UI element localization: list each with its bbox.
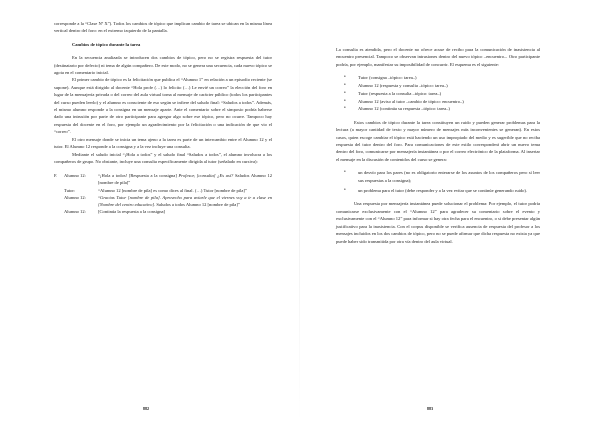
list-item: • un desvío para los pares (no es obligatorio enterarse de los asuntos de los compañeros pero sí leer sus respuestas a la consigna); (344, 170, 540, 183)
section-heading: Cambios de tópico durante la tarea (72, 41, 141, 47)
message-fragment: “Alumno 12 [nombre de pila] es como dices al final. (…) Tutor [nombre de pila]” (98, 187, 247, 193)
transcript-speaker: Tutor: (64, 187, 76, 193)
bullet-icon: • (344, 98, 346, 104)
bullet-icon: • (344, 170, 346, 176)
message-fragment: [Continúa la respuesta a la consigna] (98, 208, 166, 214)
message-fragment: . Saludos a todos Alumno 12 [nombre de pila]” (154, 201, 240, 207)
bullet-icon: • (344, 90, 346, 96)
message-fragment: “ (98, 194, 101, 200)
bullet-icon: • (344, 106, 346, 112)
transcript-message (98, 187, 272, 194)
list-item: • Tutor (consigna –tópico: tarea–) (344, 75, 417, 81)
list-item: • Alumno 12 (respuesta y consulta –tópico: tarea–) (344, 83, 448, 89)
message-fragment: “¡Hola a todos! [Respuesta a la consigna] (98, 173, 179, 179)
message-fragment: Saludos Alumno 12 [nombre de pila]” (98, 173, 273, 186)
transcript-speaker: Alumno 12: (64, 208, 86, 214)
transcript-row (54, 194, 272, 208)
message-fragment: Gracias Tutor [nombre de pila]. Aprovecho para aviarle que el viernes voy a ir a clase en [Nombre del centro educativo] (98, 194, 272, 207)
message-fragment: Profesor, [consulta] ¿Es así? (178, 173, 234, 179)
paragraph-2: El primer cambio de tópico es la felicitación que publica el “Alumno 1” en relación a un episodio reciente (se supone). Aunque está dirigido al docente “Hola profe (…) lo felicito (…) Le envié un correo” la elección del foro en lugar de la mensajería privada o del correo del aula virtual torna al mensaje de carácter público (todos los participantes del curso pueden leerlo) y el alumno es consciente de eso según se infiere del saludo final: “Saludos a todos”. Además, el mismo alumno responde a la consigna en un mensaje aparte. Ante el comentario sobre el simposio podría haberse dado una intrusión por parte de otro participante para agregar algo sobre ese tópico, pero no ocurre. Tampoco hay respuesta del docente en el foro, por ejemplo un agradecimiento por la felicitación o una indicación de que vio el “correo”. (54, 77, 272, 135)
intro-paragraph: corresponde a la “Clase Nº X”). Todos los cambios de tópico que implican cambio de tarea se ubican en la misma línea vertical dentro del foro: en el extremo izquierdo de la pantalla. (54, 21, 272, 34)
list-item: • Alumno 12 (continúa su respuesta –tópico: tarea–) (344, 106, 450, 112)
transcript-row (54, 187, 272, 194)
paragraph-3: El otro mensaje donde se inicia un tema ajeno a la tarea es parte de un intercambio entre el Alumno 12 y el tutor. El Alumno 12 responde a la consigna y a la vez incluye una consulta. (54, 136, 272, 150)
transcript-speaker: Alumno 12: (64, 173, 86, 179)
paragraph-5: La consulta es atendida, pero el docente no ofrece acuse de recibo para la comunicación de inasistencia al encuentro presencial. Tampoco se observan intrusiones dentro del nuevo tópico –encuentro–. Otro participante podría, por ejemplo, manifestar su imposibilidad de concurrir. El esquema es el siguiente: (336, 47, 540, 67)
transcript-message (98, 172, 272, 186)
right-page (300, 0, 600, 424)
page-number-right: 883 (426, 405, 434, 411)
transcript-mark: F. (54, 173, 58, 179)
list-item: • Tutor (respuesta a la consulta –tópico: tarea–) (344, 90, 442, 96)
paragraph-4: Mediante el saludo inicial “¡Hola a todos” y el saludo final “Saludos a todos”, el alumno involucra a los compañeros de grupo. No obstante, incluye una consulta específicamente dirigida al tutor (señalado en cursiva): (54, 151, 272, 164)
transcript-speaker: Alumno 12: (64, 194, 86, 200)
bullet-icon: • (344, 188, 346, 194)
paragraph-7: Una respuesta por mensajería instantánea puede solucionar el problema: Por ejemplo, el tutor podría comunicarse exclusivamente con el “Alumno 12” para agradecer su comentario sobre el evento y exclusivamente con el “Alumno 12” para informar si hay otra fecha para el encuentro, o si debe presentar algún justificativo para la inasistencia. Con el corpus disponible se verifica ausencia de respuesta del profesor a los mensajes incluidos en los dos cambios de tópico, pero no se puede afirmar que dicha respuesta no exista ya que puede haber sido transmitida por otra vía dentro del aula virtual. (336, 201, 540, 244)
transcript-mark (54, 208, 64, 215)
bullet-icon: • (344, 75, 346, 81)
paragraph-6: Estos cambios de tópico durante la tarea constituyen un ruido y pueden generar problemas para la lectura (a mayor cantidad de texto y mayor número de mensajes más inconvenientes se generan). En estos casos, quien escoge cambiar el tópico está haciendo un uso impropiado del medio y es sugerible que no reciba respuesta del tutor dentro del foro. Para comunicaciones de este estilo corresponderá abrir un nuevo tema dentro del foro, comunicarse por mensajería instantánea o por el correo electrónico de la plataforma. Al insertar el mensaje en la discusión de contenidos del curso se genera: (336, 119, 540, 162)
list-item: • Alumno 12 (aviso al tutor –cambio de tópico: encuentro–) (344, 98, 464, 104)
paragraph-1: En la secuencia analizada se introducen dos cambios de tópico, pero no se registra respuesta del tutor (destinatario por defecto) ni tema de algún compañero. De este modo, no se genera una secuencia, cada nuevo tópico se agota en el comentario inicial. (54, 55, 272, 76)
transcript-mark (54, 187, 64, 194)
transcript-message (98, 194, 272, 208)
transcript-mark (54, 194, 64, 208)
page-number-left: 882 (142, 405, 150, 411)
bullet-icon: • (344, 83, 346, 89)
list-item: • un problema para el tutor (debe responder y a la vez evitar que se continúe generando ruido). (344, 188, 528, 194)
effects-list (336, 169, 540, 194)
scheme-list (336, 74, 540, 113)
transcript-message (98, 208, 272, 215)
forum-transcript (54, 172, 272, 215)
transcript-row (54, 172, 272, 186)
transcript-row (54, 208, 272, 215)
